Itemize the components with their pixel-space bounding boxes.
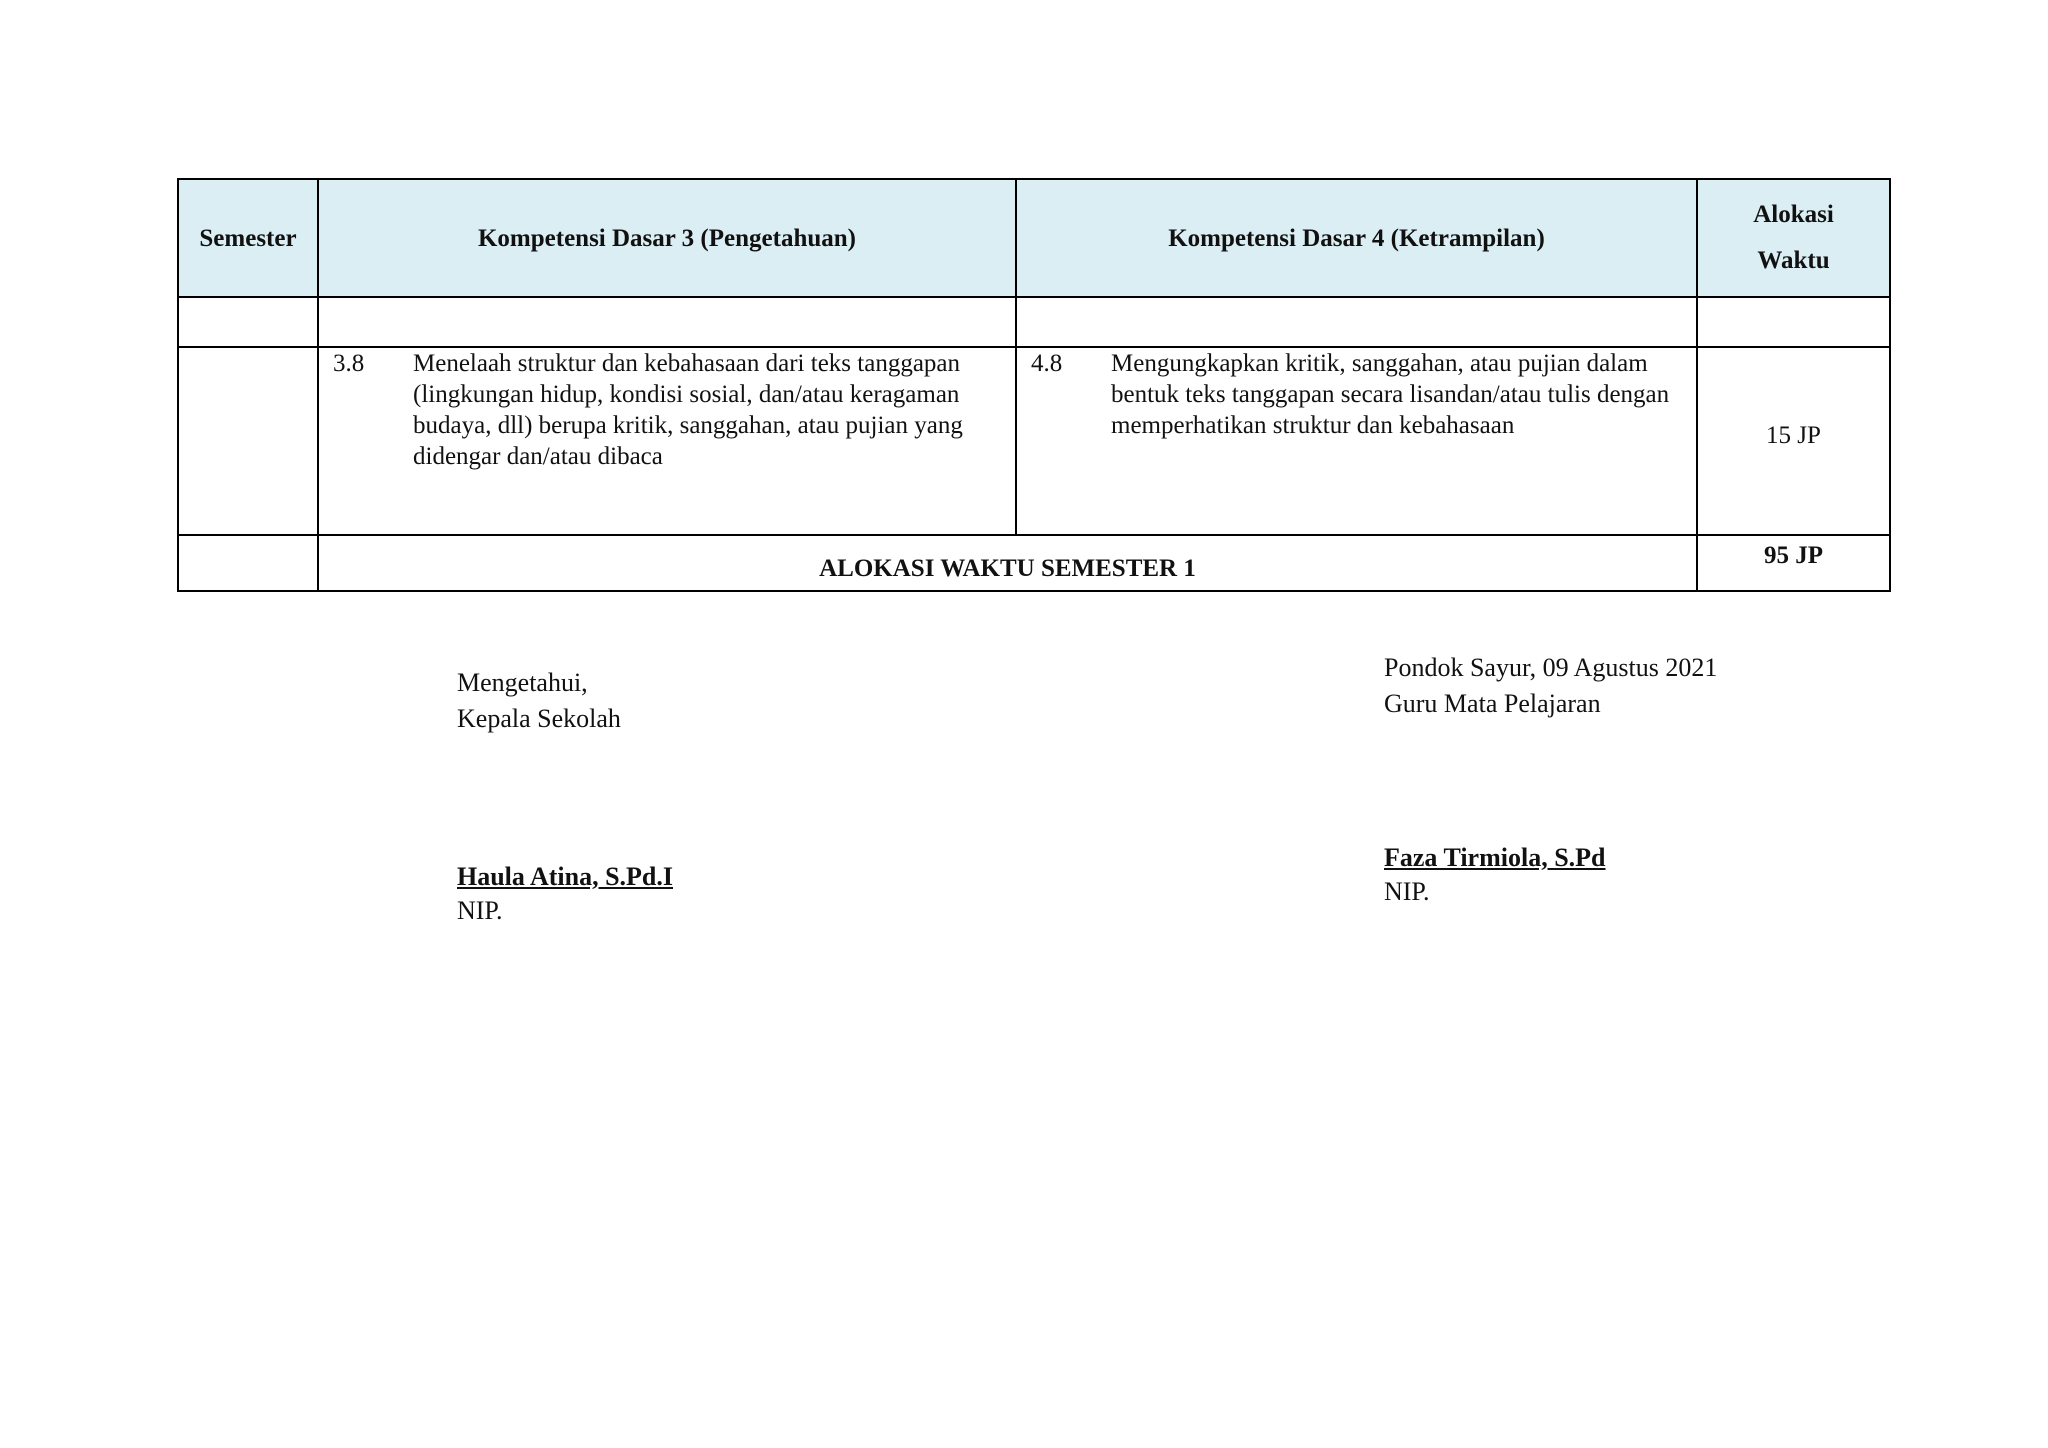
table-header-row [178, 179, 1890, 297]
kd3-cell [318, 347, 1016, 535]
header-kd4: Kompetensi Dasar 4 (Ketrampilan) [1016, 179, 1697, 297]
kd3-number: 3.8 [333, 350, 365, 377]
table-row-empty [178, 297, 1890, 347]
total-label: ALOKASI WAKTU SEMESTER 1 [318, 535, 1697, 591]
competency-table [177, 178, 1891, 592]
kd3-text: Menelaah struktur dan kebahasaan dari teks tanggapan (lingkungan hidup, kondisi sosial, dan/atau keragaman budaya, dll) berupa kritik, sanggahan, atau pujian yang didengar dan/atau dibaca [413, 350, 963, 470]
signature-left-line2: Kepala Sekolah [457, 704, 621, 733]
signature-left-line1: Mengetahui, [457, 668, 588, 697]
empty-cell [318, 297, 1016, 347]
header-alokasi-line2: Waktu [1757, 247, 1830, 274]
signature-block-principal [457, 665, 673, 929]
alokasi-value: 15 JP [1766, 421, 1821, 449]
empty-cell [1697, 297, 1890, 347]
total-value: 95 JP [1697, 535, 1890, 591]
header-kd3: Kompetensi Dasar 3 (Pengetahuan) [318, 179, 1016, 297]
alokasi-cell [1697, 347, 1890, 535]
kd4-number: 4.8 [1031, 350, 1063, 377]
empty-cell [178, 297, 318, 347]
principal-nip: NIP. [457, 896, 503, 925]
principal-name: Haula Atina, S.Pd.I [457, 862, 674, 891]
header-semester: Semester [178, 179, 318, 297]
header-alokasi-waktu [1697, 179, 1890, 297]
table-total-row [178, 535, 1890, 591]
table-row [178, 347, 1890, 535]
kd4-cell [1016, 347, 1697, 535]
teacher-name: Faza Tirmiola, S.Pd [1384, 843, 1606, 872]
signature-right-line2: Guru Mata Pelajaran [1384, 689, 1601, 718]
empty-cell [178, 535, 318, 591]
teacher-nip: NIP. [1384, 877, 1430, 906]
empty-cell [1016, 297, 1697, 347]
signature-place-date: Pondok Sayur, 09 Agustus 2021 [1384, 653, 1718, 682]
semester-cell [178, 347, 318, 535]
signature-block-teacher [1384, 650, 1717, 910]
kd4-text: Mengungkapkan kritik, sanggahan, atau pujian dalam bentuk teks tanggapan secara lisandan/atau tulis dengan memperhatikan struktur dan kebahasaan [1111, 350, 1670, 439]
header-alokasi-line1: Alokasi [1753, 201, 1834, 228]
